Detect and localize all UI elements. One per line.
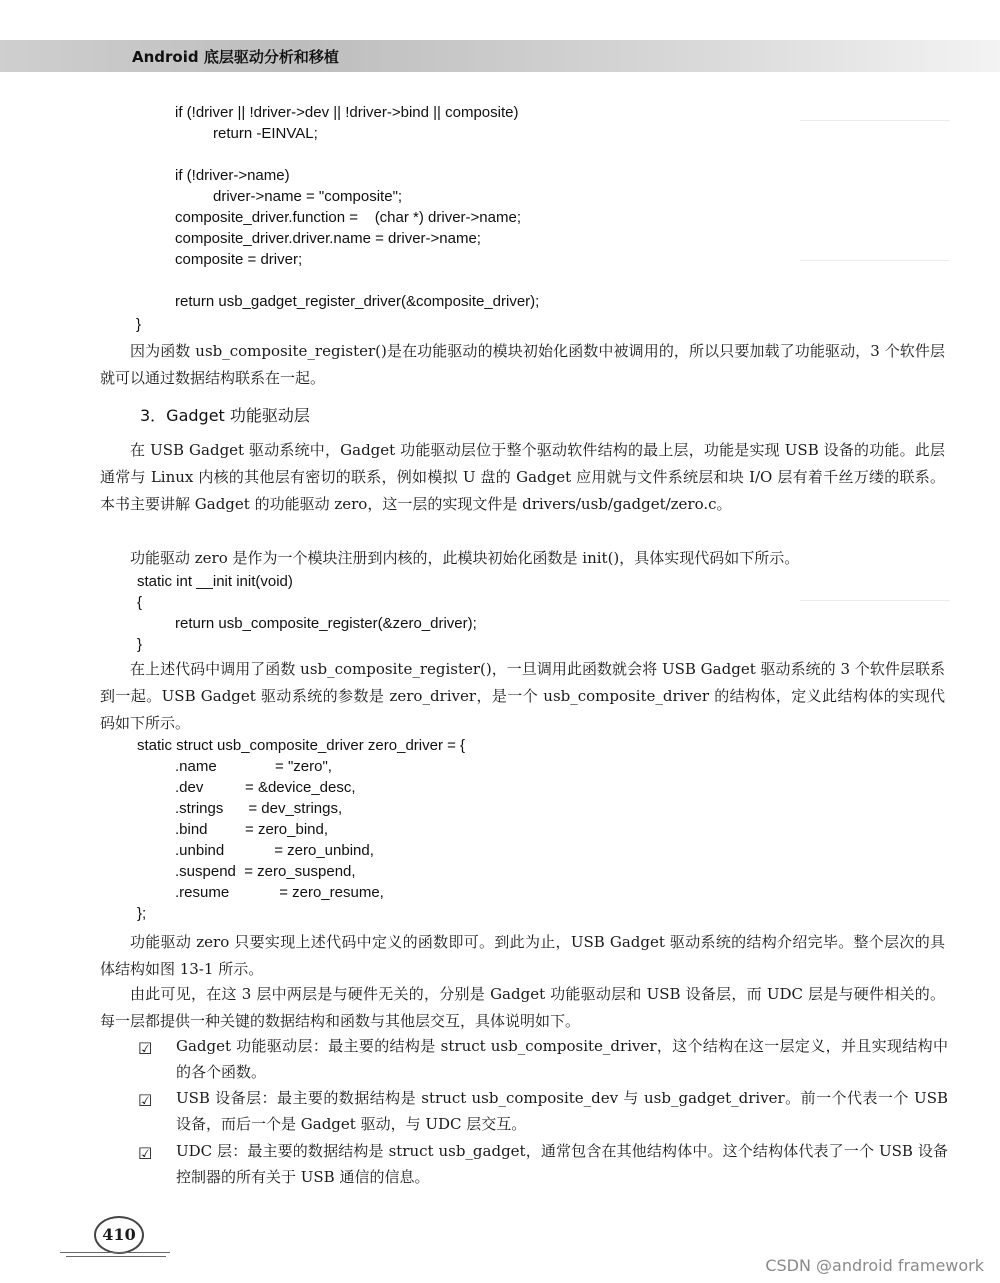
code-block-zero-driver xyxy=(137,735,465,924)
code-line: composite = driver; xyxy=(175,251,303,268)
code-line: { xyxy=(137,594,143,611)
paragraph-gadget-layer: 在 USB Gadget 驱动系统中，Gadget 功能驱动层位于整个驱动软件结构的最上层，功能是实现 USB 设备的功能。此层通常与 Linux 内核的其他层有密切的联系，例如模拟 U 盘的 Gadget 应用就与文件系统层和块 I/O 层有着千丝万缕的联系。本书主要讲解 Gadget 的功能驱动 zero，这一层的实现文件是 drivers/usb/gadget/zero.c。 xyxy=(100,441,945,513)
paragraph-register-explanation: 因为函数 usb_composite_register()是在功能驱动的模块初始化函数中被调用的，所以只要加载了功能驱动，3 个软件层就可以通过数据结构联系在一起。 xyxy=(100,342,945,387)
list-item-gadget-layer: ☑ Gadget 功能驱动层：最主要的结构是 struct usb_composite_driver，这个结构在这一层定义，并且实现结构中的各个函数。 xyxy=(138,1037,948,1081)
section-heading: 3．Gadget 功能驱动层 xyxy=(140,406,310,425)
paragraph-three-layers: 由此可见，在这 3 层中两层是与硬件无关的，分别是 Gadget 功能驱动层和 USB 设备层，而 UDC 层是与硬件相关的。每一层都提供一种关键的数据结构和函数与其他层交互，具体说明如下。 xyxy=(100,985,945,1030)
code-line: static int __init init(void) xyxy=(137,573,293,590)
page-number-rule xyxy=(60,1252,170,1253)
paragraph-zero-summary: 功能驱动 zero 只要实现上述代码中定义的函数即可。到此为止，USB Gadget 驱动系统的结构介绍完毕。整个层次的具体结构如图 13-1 所示。 xyxy=(100,933,945,978)
checkbox-icon: ☑ xyxy=(138,1091,153,1110)
code-line: driver->name = "composite"; xyxy=(213,188,403,205)
book-title: Android 底层驱动分析和移植 xyxy=(132,48,339,66)
code-line: } xyxy=(137,636,143,653)
bleed-through-line xyxy=(800,260,950,261)
code-line: if (!driver->name) xyxy=(175,167,290,184)
code-line xyxy=(175,144,539,165)
code-line: return usb_composite_register(&zero_driver); xyxy=(175,615,477,632)
code-block-register xyxy=(175,102,539,312)
page-number: 410 xyxy=(94,1216,144,1254)
code-close-brace: } xyxy=(136,316,142,333)
code-line: .dev = &device_desc, xyxy=(175,779,356,796)
code-line: return -EINVAL; xyxy=(213,125,318,142)
code-line: .suspend = zero_suspend, xyxy=(175,863,356,880)
list-item-usb-device-layer: ☑ USB 设备层：最主要的数据结构是 struct usb_composite_dev 与 usb_gadget_driver。前一个代表一个 USB 设备，而后一个是 Gadget 驱动，与 UDC 层交互。 xyxy=(138,1089,948,1133)
code-line: return usb_gadget_register_driver(&composite_driver); xyxy=(175,293,540,310)
paragraph-zero-init: 功能驱动 zero 是作为一个模块注册到内核的，此模块初始化函数是 init()，具体实现代码如下所示。 xyxy=(130,549,800,567)
code-line: composite_driver.function = (char *) driver->name; xyxy=(175,209,521,226)
code-line: .resume = zero_resume, xyxy=(175,884,384,901)
code-block-init xyxy=(137,571,477,655)
bleed-through-line xyxy=(800,600,950,601)
checkbox-icon: ☑ xyxy=(138,1039,153,1058)
code-line xyxy=(175,270,539,291)
page-number-rule-2 xyxy=(66,1256,166,1257)
code-line: .unbind = zero_unbind, xyxy=(175,842,374,859)
code-line: .strings = dev_strings, xyxy=(175,800,343,817)
code-line: static struct usb_composite_driver zero_driver = { xyxy=(137,737,466,754)
code-line: if (!driver || !driver->dev || !driver->bind || composite) xyxy=(175,104,519,121)
paragraph-composite-register: 在上述代码中调用了函数 usb_composite_register()，一旦调用此函数就会将 USB Gadget 驱动系统的 3 个软件层联系到一起。USB Gadget 驱动系统的参数是 zero_driver，是一个 usb_composite_driver 的结构体，定义此结构体的实现代码如下所示。 xyxy=(100,660,945,732)
bleed-through-line xyxy=(800,120,950,121)
code-line: .bind = zero_bind, xyxy=(175,821,329,838)
code-line: composite_driver.driver.name = driver->name; xyxy=(175,230,481,247)
list-item-udc-layer: ☑ UDC 层：最主要的数据结构是 struct usb_gadget，通常包含在其他结构体中。这个结构体代表了一个 USB 设备控制器的所有关于 USB 通信的信息。 xyxy=(138,1142,948,1186)
code-line: }; xyxy=(137,905,147,922)
code-line: .name = "zero", xyxy=(175,758,332,775)
watermark: CSDN @android framework xyxy=(765,1256,984,1275)
checkbox-icon: ☑ xyxy=(138,1144,153,1163)
